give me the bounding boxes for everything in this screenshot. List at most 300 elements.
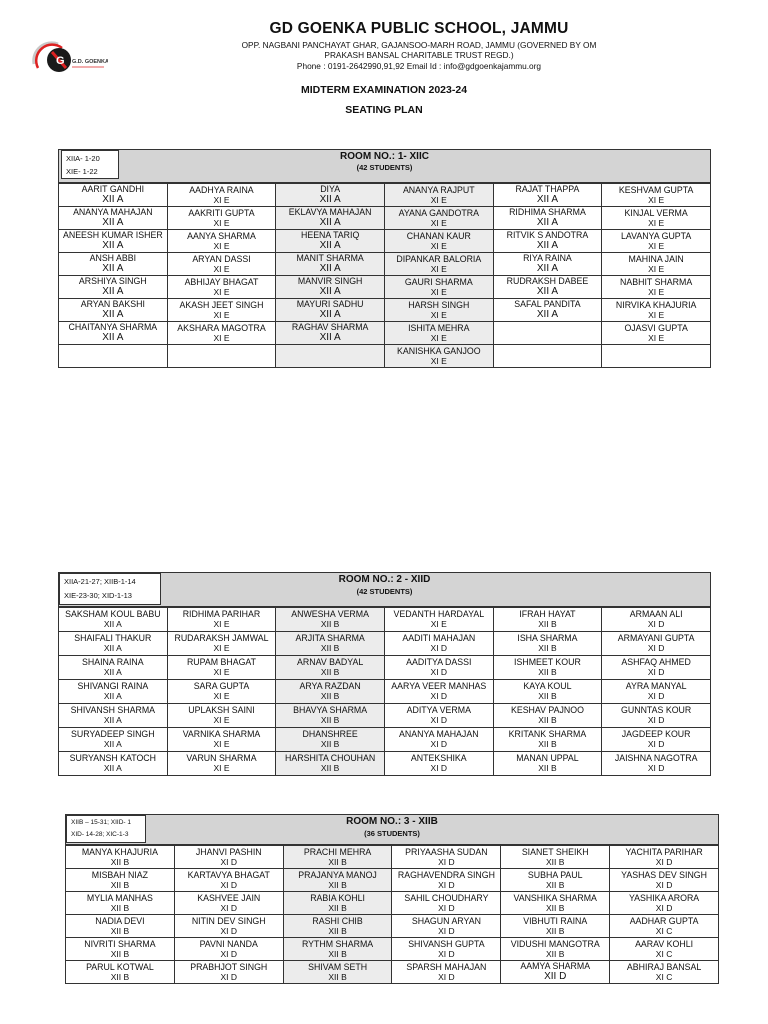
seat-cell [59, 656, 168, 680]
student-class: XII B [320, 763, 340, 773]
student-class: XII B [110, 879, 130, 890]
student-class: XI E [213, 691, 230, 701]
student-class: XII B [538, 643, 557, 653]
seat-cell [276, 728, 385, 752]
student-class: XI E [213, 286, 230, 297]
student-class: XII A [103, 763, 122, 773]
student-class: XI E [430, 332, 447, 343]
student-name: PRACHI MEHRA [303, 846, 372, 857]
student-name: AAMYA SHARMA [520, 961, 591, 971]
seat-cell [501, 915, 610, 938]
seat-cell [602, 345, 711, 368]
student-class: XI D [220, 879, 237, 890]
student-name: ASHFAQ AHMED [621, 657, 691, 667]
seat-cell [610, 846, 719, 869]
student-name: RIYA RAINA [523, 253, 572, 263]
student-name: BHAVYA SHARMA [293, 705, 368, 715]
student-name: ISHA SHARMA [517, 633, 578, 643]
seat-cell [501, 846, 610, 869]
seat-cell [59, 704, 168, 728]
student-class: XI E [648, 263, 665, 274]
student-name: ARYA RAZDAN [299, 681, 361, 691]
student-class: XI E [213, 643, 230, 653]
seat-cell [493, 345, 602, 368]
seat-cell [384, 253, 493, 276]
seat-cell [59, 276, 168, 299]
student-name: AARYA VEER MANHAS [391, 681, 487, 691]
student-class: XI D [438, 948, 455, 959]
student-class: XI D [220, 948, 237, 959]
seat-cell [283, 869, 392, 892]
student-name: MANIT SHARMA [296, 253, 364, 263]
seat-cell [283, 915, 392, 938]
student-name: PAVNI NANDA [199, 938, 258, 949]
seat-cell [384, 276, 493, 299]
room-1-seating-table [58, 183, 711, 368]
seat-cell [384, 728, 493, 752]
student-name: LAVANYA GUPTA [621, 230, 692, 241]
student-name: VARUN SHARMA [186, 753, 257, 763]
seat-row [59, 752, 711, 776]
seat-cell [493, 207, 602, 230]
seat-row [59, 230, 711, 253]
seat-cell [493, 184, 602, 207]
seat-row [59, 345, 711, 368]
legend-line: XIE- 1-22 [66, 167, 98, 176]
seat-cell [174, 846, 283, 869]
student-class: XII B [320, 715, 340, 725]
student-name: GAURI SHARMA [404, 276, 473, 287]
seat-cell [384, 704, 493, 728]
seat-cell [59, 680, 168, 704]
student-class: XI D [220, 902, 237, 913]
student-class: XI E [430, 240, 447, 251]
student-class: XI E [213, 240, 230, 251]
seat-cell [59, 752, 168, 776]
student-class: XI E [648, 240, 665, 251]
seat-cell [167, 608, 276, 632]
seat-cell [384, 230, 493, 253]
student-class: XI D [430, 643, 448, 653]
student-name: NIRVIKA KHAJURIA [615, 299, 697, 310]
student-class: XI E [213, 263, 230, 274]
student-class: XII B [546, 856, 565, 867]
seat-cell [283, 961, 392, 984]
student-class: XI E [648, 217, 665, 228]
seat-cell [493, 656, 602, 680]
seat-cell [392, 869, 501, 892]
student-name: CHAITANYA SHARMA [68, 322, 158, 332]
seat-row [66, 846, 719, 869]
seat-cell [602, 632, 711, 656]
seat-cell [59, 728, 168, 752]
seat-cell [66, 892, 175, 915]
student-name: MANVIR SINGH [297, 276, 363, 286]
student-name: VEDANTH HARDAYAL [393, 609, 485, 619]
room-1-title: ROOM NO.: 1- XIIC [340, 151, 429, 162]
student-name: RASHI CHIB [312, 915, 363, 926]
seat-cell [276, 752, 385, 776]
student-name: VIDUSHI MANGOTRA [510, 938, 600, 949]
seat-row [59, 680, 711, 704]
seat-cell [384, 207, 493, 230]
seat-cell [174, 869, 283, 892]
legend-line: XIIB – 15-31; XIID- 1 [71, 819, 131, 826]
student-name: JHANVI PASHIN [195, 846, 262, 857]
student-name: KINJAL VERMA [624, 207, 688, 218]
seat-cell [174, 961, 283, 984]
seat-cell [602, 704, 711, 728]
student-class: XII A [103, 739, 122, 749]
student-name: CHANAN KAUR [406, 230, 471, 241]
seat-cell [276, 253, 385, 276]
student-class: XII A [536, 263, 559, 274]
seat-cell [602, 728, 711, 752]
student-name: SHIVAM SETH [308, 961, 368, 972]
seat-cell [392, 938, 501, 961]
seat-cell [493, 299, 602, 322]
student-class: XI E [213, 619, 230, 629]
room-2-student-count: (42 STUDENTS) [356, 587, 413, 596]
student-class: XI D [647, 739, 665, 749]
school-name: GD GOENKA PUBLIC SCHOOL, JAMMU [269, 20, 569, 37]
student-name: VANSHIKA SHARMA [513, 892, 597, 903]
seat-cell [167, 345, 276, 368]
student-class: XII A [102, 332, 124, 343]
seat-row [59, 276, 711, 299]
student-name: RUDARAKSH JAMWAL [174, 633, 269, 643]
student-name: AANYA SHARMA [187, 230, 256, 241]
student-class: XII B [328, 925, 347, 936]
student-name: ANSH ABBI [89, 253, 137, 263]
student-class: XII B [546, 925, 565, 936]
student-name: ARMAYANI GUPTA [617, 633, 695, 643]
student-class: XII B [320, 739, 340, 749]
seat-row [66, 938, 719, 961]
student-name: HARSH SINGH [408, 299, 470, 310]
student-class: XI D [220, 856, 237, 867]
student-name: KRITANK SHARMA [508, 729, 587, 739]
room-2-seating-table [58, 607, 711, 776]
seat-cell [276, 608, 385, 632]
seat-cell [493, 632, 602, 656]
seat-cell [66, 938, 175, 961]
student-class: XII A [102, 217, 124, 228]
seat-row [59, 299, 711, 322]
student-name: ANANYA RAJPUT [402, 184, 475, 195]
student-name: AYANA GANDOTRA [398, 207, 479, 218]
seat-cell [384, 299, 493, 322]
seat-cell [59, 632, 168, 656]
student-name: AARIT GANDHI [81, 184, 145, 194]
legend-line: XIE-23-30; XID-1-13 [64, 591, 132, 600]
room-1-student-count: (42 STUDENTS) [356, 163, 413, 172]
student-name: ISHITA MEHRA [408, 322, 470, 333]
seat-cell [59, 299, 168, 322]
seat-cell [384, 632, 493, 656]
seat-cell [501, 892, 610, 915]
student-class: XII B [320, 667, 340, 677]
student-name: YACHITA PARIHAR [625, 846, 703, 857]
seat-cell [276, 704, 385, 728]
room-2-plan [58, 572, 711, 776]
student-name: KASHVEE JAIN [197, 892, 261, 903]
student-class: XII B [110, 902, 130, 913]
student-class: XII A [103, 715, 122, 725]
seat-cell [66, 846, 175, 869]
student-name: AADITYA DASSI [406, 657, 472, 667]
student-class: XI D [655, 879, 673, 890]
student-name: RABIA KOHLI [310, 892, 365, 903]
seat-cell [384, 608, 493, 632]
student-name: NABHIT SHARMA [620, 276, 693, 287]
student-name: SHIVANGI RAINA [77, 681, 149, 691]
student-name: NITIN DEV SINGH [191, 915, 266, 926]
student-name: MISBAH NIAZ [91, 869, 149, 880]
student-name: KESHAV PAJNOO [510, 705, 584, 715]
seat-row [66, 869, 719, 892]
student-name: RAGHAVENDRA SINGH [397, 869, 495, 880]
seat-cell [602, 276, 711, 299]
student-class: XII A [102, 286, 124, 297]
svg-text:G: G [56, 55, 65, 67]
student-name: HARSHITA CHOUHAN [285, 753, 376, 763]
student-class: XII B [538, 619, 557, 629]
student-class: XII A [103, 691, 122, 701]
seat-cell [283, 846, 392, 869]
student-name: ANEESH KUMAR ISHER [62, 230, 163, 240]
student-name: AKASH JEET SINGH [179, 299, 264, 310]
seat-cell [602, 230, 711, 253]
student-class: XII A [536, 194, 559, 205]
seat-row [59, 184, 711, 207]
seat-cell [602, 299, 711, 322]
student-name: SHAINA RAINA [82, 657, 144, 667]
student-name: AAKRITI GUPTA [188, 207, 255, 218]
student-class: XI D [438, 856, 455, 867]
student-class: XI E [213, 332, 230, 343]
student-name: SIANET SHEIKH [521, 846, 589, 857]
seat-cell [167, 322, 276, 345]
seat-cell [167, 656, 276, 680]
student-name: ABHIJAY BHAGAT [184, 276, 259, 287]
student-name: GUNNTAS KOUR [621, 705, 692, 715]
seat-cell [167, 276, 276, 299]
student-name: PARUL KOTWAL [86, 961, 154, 972]
student-name: DIPANKAR BALORIA [396, 253, 482, 264]
student-class: XII A [319, 309, 341, 320]
student-name: PRABHJOT SINGH [190, 961, 268, 972]
seat-cell [384, 345, 493, 368]
student-class: XII A [102, 309, 124, 320]
student-name: ARMAAN ALI [629, 609, 683, 619]
student-name: ANWESHA VERMA [291, 609, 369, 619]
seat-cell [167, 207, 276, 230]
seat-cell [59, 322, 168, 345]
student-class: XII A [536, 309, 559, 320]
seat-cell [610, 869, 719, 892]
student-class: XI D [647, 643, 665, 653]
seat-cell [392, 915, 501, 938]
seat-cell [174, 938, 283, 961]
student-name: PRIYAASHA SUDAN [405, 846, 488, 857]
student-name: NADIA DEVI [95, 915, 145, 926]
student-name: KANISHKA GANJOO [397, 345, 481, 356]
student-name: AYRA MANYAL [625, 681, 687, 691]
seat-cell [167, 632, 276, 656]
seat-cell [59, 345, 168, 368]
student-class: XI C [655, 948, 673, 959]
seat-cell [276, 276, 385, 299]
student-class: XI D [220, 971, 237, 982]
student-class: XI E [213, 217, 230, 228]
student-name: DIYA [320, 184, 341, 194]
student-name: ARJITA SHARMA [295, 633, 365, 643]
student-class: XII A [319, 263, 341, 274]
seat-cell [384, 680, 493, 704]
student-class: XII B [328, 902, 347, 913]
student-name: SPARSH MAHAJAN [406, 961, 487, 972]
student-name: PRAJANYA MANOJ [298, 869, 377, 880]
seat-cell [493, 230, 602, 253]
student-name: SHIVANSH GUPTA [408, 938, 485, 949]
student-class: XI D [647, 715, 665, 725]
seat-cell [602, 752, 711, 776]
seat-cell [167, 728, 276, 752]
seat-cell [493, 680, 602, 704]
student-class: XI D [647, 691, 665, 701]
student-class: XII B [328, 879, 347, 890]
seat-cell [66, 961, 175, 984]
student-class: XI D [220, 925, 237, 936]
student-class: XI E [430, 194, 447, 205]
plan-title: SEATING PLAN [345, 104, 423, 116]
student-class: XI C [655, 925, 673, 936]
room-3-seating-table [65, 845, 719, 984]
seat-row [59, 253, 711, 276]
student-class: XI D [438, 971, 455, 982]
address-line-2: PRAKASH BANSAL CHARITABLE TRUST REGD.) [324, 50, 514, 60]
student-name: YASHIKA ARORA [628, 892, 700, 903]
seat-cell [602, 680, 711, 704]
student-name: HEENA TARIQ [300, 230, 360, 240]
student-name: RYTHM SHARMA [301, 938, 374, 949]
student-class: XI E [430, 619, 447, 629]
student-class: XI D [647, 667, 665, 677]
student-name: KAYA KOUL [523, 681, 572, 691]
seat-cell [602, 608, 711, 632]
student-name: ABHIRAJ BANSAL [626, 961, 702, 972]
seat-row [59, 608, 711, 632]
student-name: RIDHIMA PARIHAR [182, 609, 261, 619]
student-name: AARAV KOHLI [635, 938, 694, 949]
room-2-title: ROOM NO.: 2 - XIID [338, 574, 431, 585]
student-name: OJASVI GUPTA [624, 322, 688, 333]
student-class: XII B [110, 925, 130, 936]
student-class: XI E [213, 667, 230, 677]
student-name: SHAGUN ARYAN [411, 915, 481, 926]
student-class: XI E [648, 309, 665, 320]
seat-row [66, 915, 719, 938]
student-class: XI D [647, 619, 665, 629]
student-class: XII B [546, 948, 565, 959]
school-logo [28, 34, 108, 78]
student-class: XII B [320, 643, 340, 653]
student-class: XI D [438, 925, 455, 936]
student-name: RITVIK S ANDOTRA [506, 230, 589, 240]
student-name: AADHYA RAINA [189, 184, 254, 195]
seat-cell [167, 253, 276, 276]
contact-line: Phone : 0191-2642990,91,92 Email Id : info@gdgoenkajammu.org [296, 61, 542, 71]
legend-line: XIIA- 1-20 [66, 154, 100, 163]
seat-cell [610, 961, 719, 984]
seat-cell [610, 938, 719, 961]
student-name: SAHIL CHOUDHARY [404, 892, 489, 903]
seat-cell [493, 752, 602, 776]
student-class: XII B [546, 879, 565, 890]
student-class: XII B [538, 739, 557, 749]
student-class: XII A [319, 286, 341, 297]
seat-cell [59, 608, 168, 632]
student-name: ADITYA VERMA [406, 705, 471, 715]
student-class: XII B [538, 667, 557, 677]
student-class: XI D [655, 902, 673, 913]
seat-cell [276, 656, 385, 680]
seat-cell [276, 184, 385, 207]
seat-row [59, 704, 711, 728]
logo-text: G.D. GOENKA [72, 59, 108, 65]
student-class: XII A [536, 217, 559, 228]
student-name: RUDRAKSH DABEE [506, 276, 589, 286]
student-class: XI E [213, 763, 230, 773]
student-class: XI E [213, 194, 230, 205]
student-name: SURYANSH KATOCH [69, 753, 156, 763]
student-class: XII B [320, 691, 340, 701]
seat-cell [283, 938, 392, 961]
student-class: XI D [438, 902, 455, 913]
student-class: XI C [655, 971, 673, 982]
seat-cell [167, 299, 276, 322]
seat-cell [602, 184, 711, 207]
seat-cell [276, 230, 385, 253]
seat-cell [493, 276, 602, 299]
room-1-plan [58, 149, 711, 368]
student-name: KESHVAM GUPTA [618, 184, 694, 195]
student-class: XI E [430, 286, 447, 297]
seat-cell [602, 656, 711, 680]
seat-cell [493, 608, 602, 632]
seat-cell [501, 961, 610, 984]
student-class: XII A [103, 667, 122, 677]
student-class: XII A [103, 643, 122, 653]
room-3-student-count: (36 STUDENTS) [364, 829, 420, 838]
student-name: DHANSHREE [302, 729, 358, 739]
student-class: XI E [648, 286, 665, 297]
seat-row [59, 656, 711, 680]
seat-cell [602, 207, 711, 230]
seat-cell [59, 207, 168, 230]
seat-cell [174, 892, 283, 915]
exam-title: MIDTERM EXAMINATION 2023-24 [300, 84, 468, 96]
room-3-header [65, 814, 719, 845]
seat-cell [167, 752, 276, 776]
student-class: XII B [546, 902, 565, 913]
student-name: AADHAR GUPTA [629, 915, 699, 926]
student-name: SURYADEEP SINGH [71, 729, 155, 739]
room-2-legend [59, 573, 161, 605]
student-class: XII B [110, 948, 130, 959]
room-1-legend [61, 150, 119, 179]
